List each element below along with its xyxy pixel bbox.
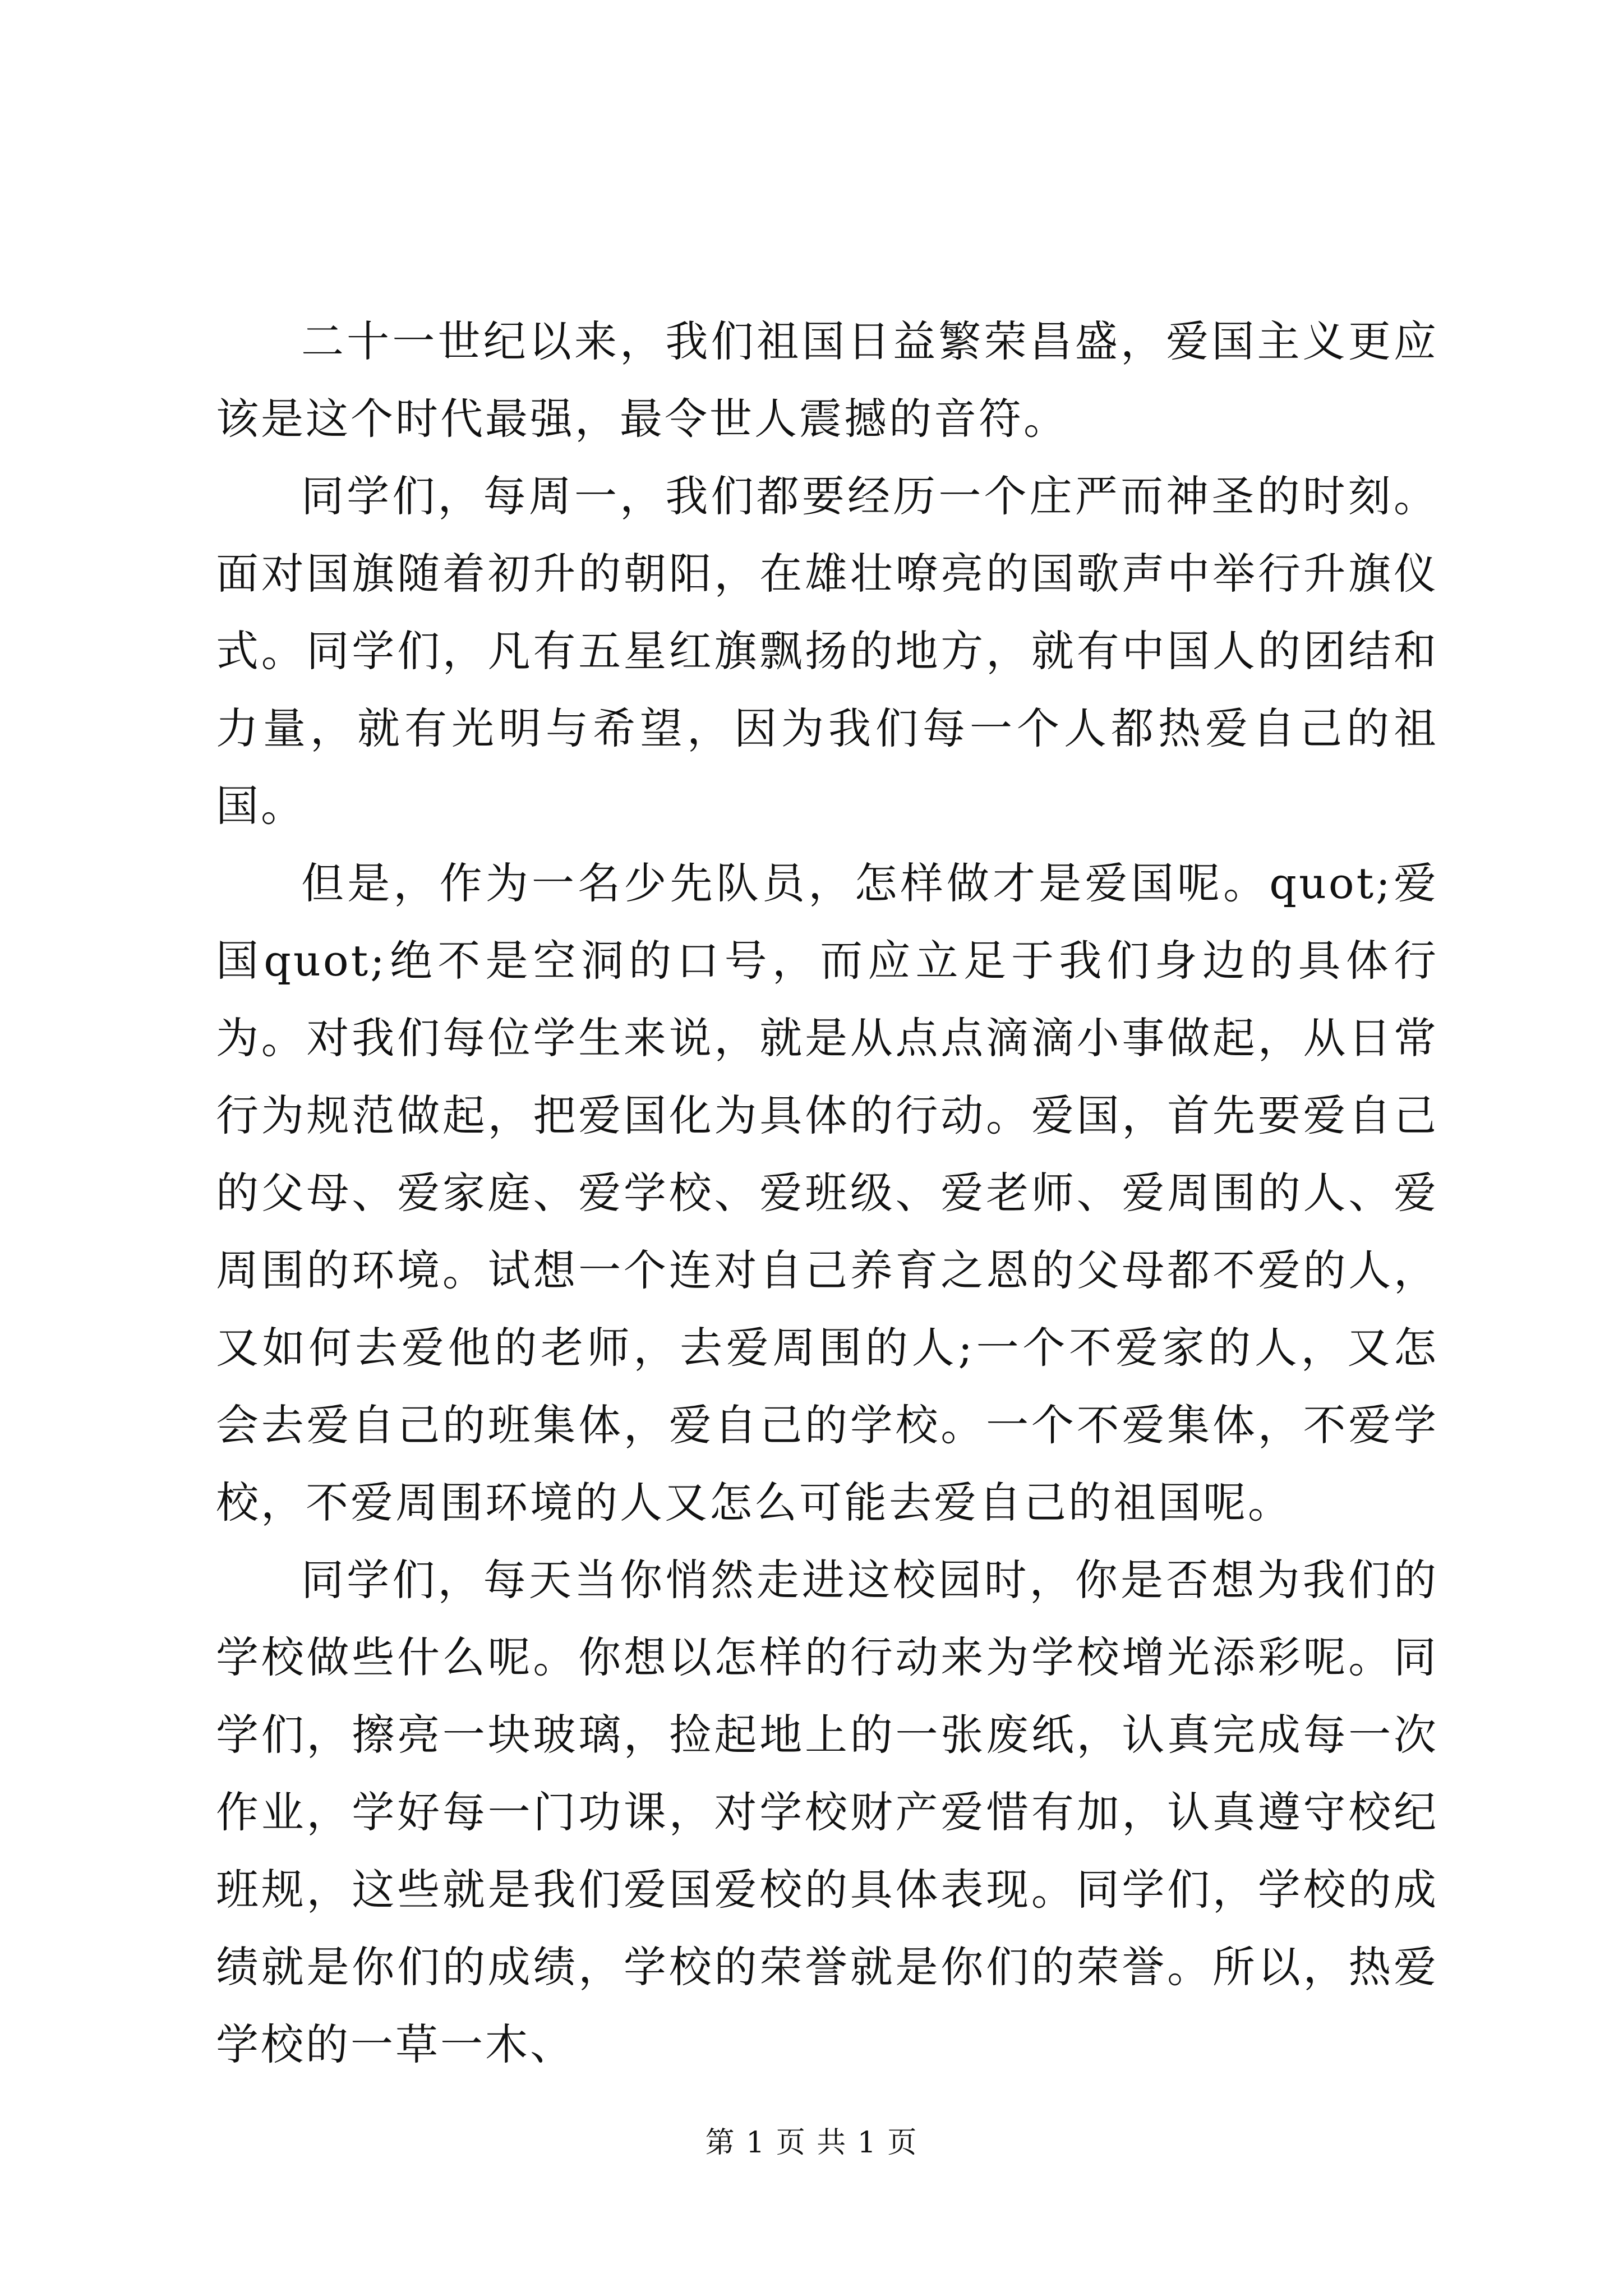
- paragraph-4: 同学们，每天当你悄然走进这校园时，你是否想为我们的学校做些什么呢。你想以怎样的行动来为学校增光添彩呢。同学们，擦亮一块玻璃，捡起地上的一张废纸，认真完成每一次作业，学好每一门功课，对学校财产爱惜有加，认真遵守校纪班规，这些就是我们爱国爱校的具体表现。同学们，学校的成绩就是你们的成绩，学校的荣誉就是你们的荣誉。所以，热爱学校的一草一木、: [216, 1555, 1438, 2069]
- page-footer: 第 1 页 共 1 页: [705, 2126, 918, 2160]
- paragraph-2: 同学们，每周一，我们都要经历一个庄严而神圣的时刻。面对国旗随着初升的朝阳，在雄壮嘹亮的国歌声中举行升旗仪式。同学们，凡有五星红旗飘扬的地方，就有中国人的团结和力量，就有光明与希望，因为我们每一个人都热爱自己的祖国。: [216, 471, 1438, 831]
- paragraph-3: 但是，作为一名少先队员，怎样做才是爱国呢。quot;爱国quot;绝不是空洞的口号，而应立足于我们身边的具体行为。对我们每位学生来说，就是从点点滴滴小事做起，从日常行为规范做起，把爱国化为具体的行动。爱国，首先要爱自己的父母、爱家庭、爱学校、爱班级、爱老师、爱周围的人、爱周围的环境。试想一个连对自己养育之恩的父母都不爱的人，又如何去爱他的老师，去爱周围的人;一个不爱家的人，又怎会去爱自己的班集体，爱自己的学校。一个不爱集体，不爱学校，不爱周围环境的人又怎么可能去爱自己的祖国呢。: [216, 858, 1438, 1527]
- paragraph-1: 二十一世纪以来，我们祖国日益繁荣昌盛，爱国主义更应该是这个时代最强，最令世人震撼的音符。: [216, 316, 1438, 444]
- document-body: [216, 303, 1438, 2083]
